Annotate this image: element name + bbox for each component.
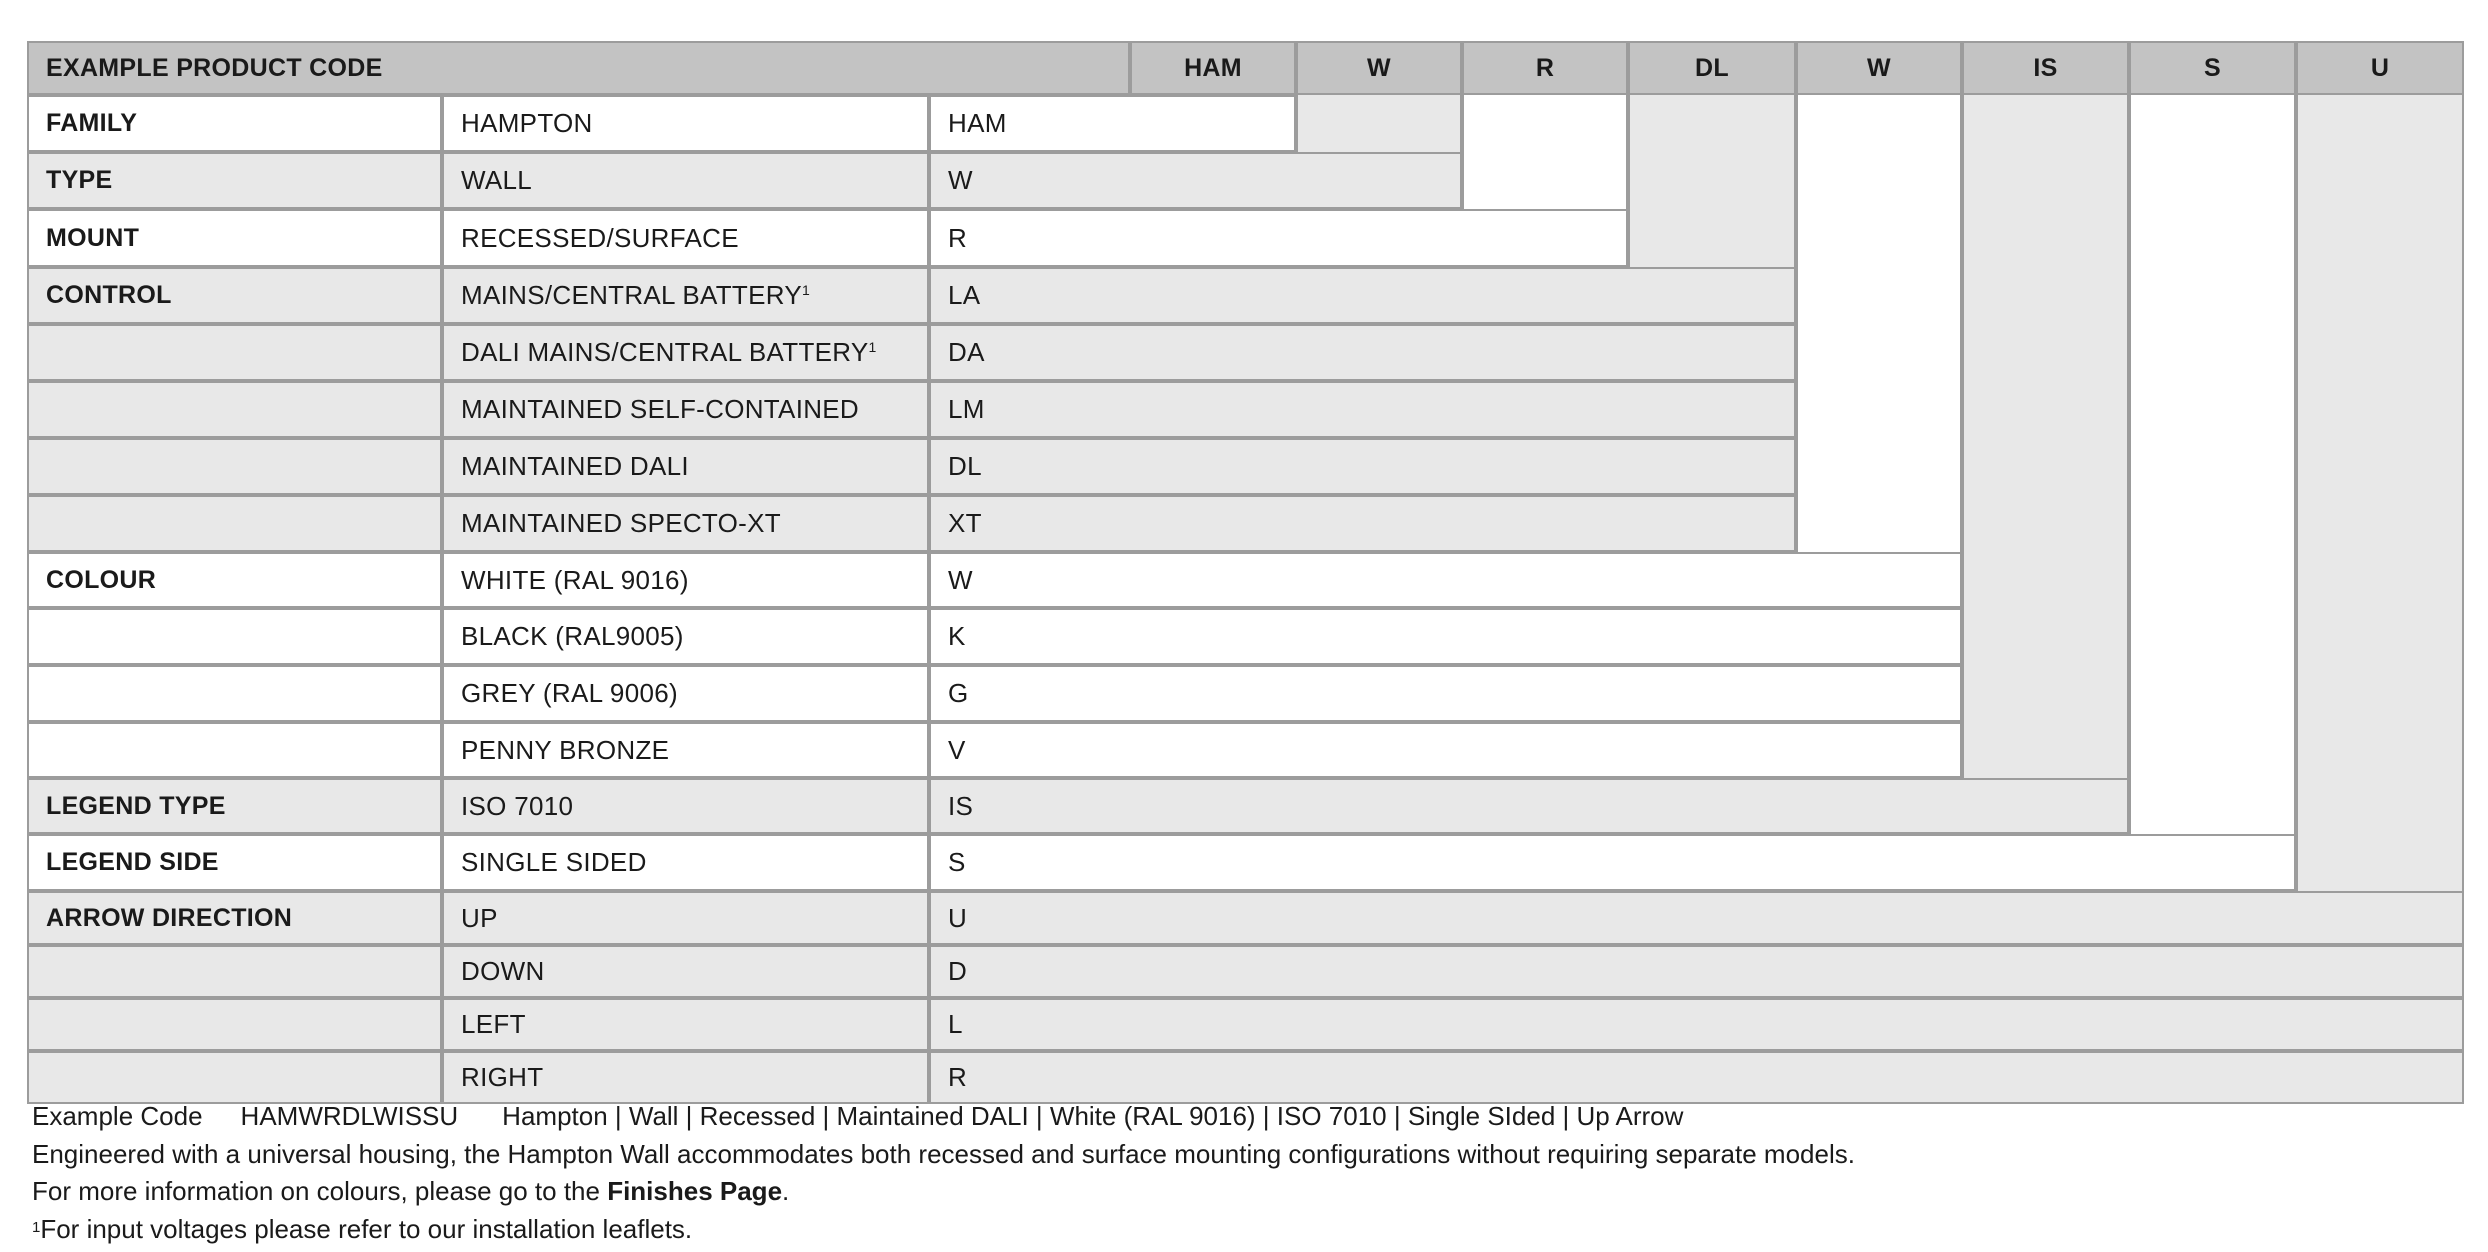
cell-text: K [948, 621, 966, 651]
cell-text: W [948, 165, 973, 195]
cell-text: G [948, 678, 969, 708]
code-cell [929, 267, 1796, 324]
option-cell [442, 495, 929, 552]
cell-text: MAINTAINED SELF-CONTAINED [461, 394, 860, 424]
cell-text: DALI MAINS/CENTRAL BATTERY [461, 337, 869, 367]
code-cell [929, 945, 2464, 998]
code-cell [929, 834, 2296, 891]
category-cell [27, 945, 442, 998]
cell-text: HAM [948, 108, 1007, 138]
cell-text: LM [948, 394, 985, 424]
category-cell [27, 834, 442, 891]
cell-text: IS [948, 790, 974, 821]
footnote-ref: 1 [802, 281, 811, 298]
header-code-3 [1628, 41, 1796, 95]
cell-text: WALL [461, 165, 533, 195]
category-cell [27, 95, 442, 152]
code-cell [929, 95, 1296, 152]
category-cell [27, 324, 442, 381]
colours-note-end: . [782, 1176, 790, 1206]
option-cell [442, 891, 929, 945]
category-cell [27, 495, 442, 552]
footnote-text: For input voltages please refer to our installation leaflets. [40, 1213, 693, 1244]
cell-text: HAM [1184, 53, 1242, 82]
housing-note: Engineered with a universal housing, the Hampton Wall accommodates both recessed and surface mounting configurations without requiring separate models. [32, 1138, 1855, 1169]
cell-text: LEFT [461, 1009, 526, 1039]
option-cell [442, 209, 929, 267]
category-cell [27, 1051, 442, 1104]
option-cell [442, 381, 929, 438]
category-cell [27, 665, 442, 722]
cell-text: WHITE (RAL 9016) [461, 564, 689, 595]
cell-text: LEGEND TYPE [46, 791, 226, 820]
cell-text: W [948, 564, 973, 595]
cell-text: CONTROL [46, 281, 172, 309]
code-cell [929, 381, 1796, 438]
option-cell [442, 1051, 929, 1104]
cell-text: GREY (RAL 9006) [461, 678, 678, 708]
header-code-2 [1462, 41, 1628, 95]
option-cell [442, 95, 929, 152]
cell-text: MAINTAINED DALI [461, 451, 689, 481]
code-cell [929, 778, 2129, 834]
option-cell [442, 834, 929, 891]
cell-text: S [2204, 53, 2221, 82]
cell-text: RECESSED/SURFACE [461, 222, 739, 253]
option-cell [442, 324, 929, 381]
cell-text: LEGEND SIDE [46, 848, 219, 876]
cell-text: W [1867, 53, 1891, 82]
cell-text: DL [1695, 53, 1729, 82]
cell-text: DL [948, 451, 982, 481]
cell-text: TYPE [46, 166, 113, 194]
example-code-description: Hampton | Wall | Recessed | Maintained DALI | White (RAL 9016) | ISO 7010 | Single SIded | Up Arrow [502, 1101, 1684, 1131]
code-cell [929, 438, 1796, 495]
code-column-band-6 [2129, 41, 2296, 891]
option-cell [442, 267, 929, 324]
code-cell [929, 608, 1962, 665]
category-cell [27, 552, 442, 608]
category-cell [27, 209, 442, 267]
category-cell [27, 891, 442, 945]
code-cell [929, 324, 1796, 381]
option-cell [442, 778, 929, 834]
cell-text: MAINS/CENTRAL BATTERY [461, 280, 802, 310]
cell-text: HAMPTON [461, 108, 593, 138]
cell-text: IS [2033, 53, 2058, 82]
code-column-band-5 [1962, 41, 2129, 834]
option-cell [442, 665, 929, 722]
header-code-6 [2129, 41, 2296, 95]
example-code-value: HAMWRDLWISSU [240, 1101, 459, 1131]
colours-note [32, 1173, 1855, 1211]
footnote-mark: 1 [32, 1218, 41, 1236]
cell-text: R [1535, 53, 1555, 82]
category-cell [27, 608, 442, 665]
code-cell [929, 998, 2464, 1051]
option-cell [442, 608, 929, 665]
category-cell [27, 438, 442, 495]
option-cell [442, 552, 929, 608]
cell-text: LA [948, 280, 981, 310]
code-cell [929, 665, 1962, 722]
example-code-line [32, 1098, 1855, 1136]
category-cell [27, 778, 442, 834]
notes [32, 1098, 1855, 1252]
cell-text: R [948, 222, 968, 253]
cell-text: R [948, 1062, 968, 1092]
option-cell [442, 998, 929, 1051]
cell-text: UP [461, 902, 498, 933]
footnote [32, 1211, 1855, 1252]
category-cell [27, 152, 442, 209]
option-cell [442, 438, 929, 495]
cell-text: L [948, 1009, 963, 1039]
cell-text: FAMILY [46, 109, 138, 137]
code-cell [929, 891, 2464, 945]
cell-text: V [948, 734, 966, 765]
cell-text: D [948, 956, 968, 986]
code-cell [929, 209, 1628, 267]
cell-text: EXAMPLE PRODUCT CODE [46, 53, 383, 82]
finishes-page-link[interactable]: Finishes Page [607, 1176, 783, 1206]
cell-text: BLACK (RAL9005) [461, 621, 684, 651]
cell-text: U [2370, 53, 2390, 82]
cell-text: W [1367, 53, 1391, 82]
colours-note-text: For more information on colours, please go to the [32, 1176, 608, 1206]
cell-text: SINGLE SIDED [461, 847, 647, 877]
cell-text: COLOUR [46, 565, 157, 594]
option-cell [442, 945, 929, 998]
code-cell [929, 152, 1462, 209]
cell-text: S [948, 847, 966, 877]
header-code-7 [2296, 41, 2464, 95]
category-cell [27, 381, 442, 438]
cell-text: DOWN [461, 956, 545, 986]
header-code-5 [1962, 41, 2129, 95]
code-cell [929, 552, 1962, 608]
option-cell [442, 152, 929, 209]
option-cell [442, 722, 929, 778]
header-code-0 [1130, 41, 1296, 95]
category-cell [27, 722, 442, 778]
code-cell [929, 722, 1962, 778]
header-title [27, 41, 1130, 95]
cell-text: PENNY BRONZE [461, 734, 670, 765]
cell-text: DA [948, 337, 985, 367]
code-cell [929, 495, 1796, 552]
category-cell [27, 998, 442, 1051]
code-cell [929, 1051, 2464, 1104]
example-code-label: Example Code [32, 1101, 203, 1131]
cell-text: XT [948, 508, 982, 538]
cell-text: U [948, 902, 968, 933]
header-code-4 [1796, 41, 1962, 95]
cell-text: ARROW DIRECTION [46, 903, 293, 932]
category-cell [27, 267, 442, 324]
header-code-1 [1296, 41, 1462, 95]
cell-text: ISO 7010 [461, 790, 574, 821]
footnote-ref: 1 [868, 338, 877, 355]
cell-text: MOUNT [46, 223, 140, 252]
cell-text: RIGHT [461, 1062, 544, 1092]
cell-text: MAINTAINED SPECTO-XT [461, 508, 781, 538]
